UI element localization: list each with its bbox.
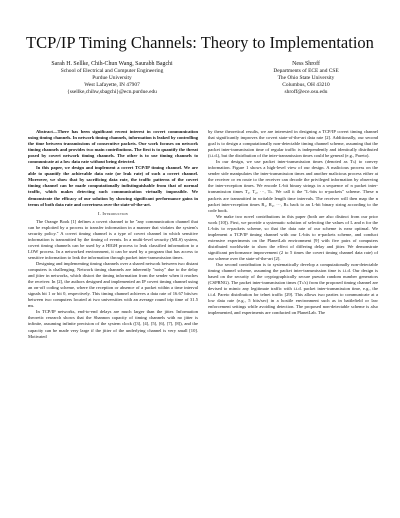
author-university-right: The Ohio State University	[277, 75, 335, 81]
author-city-left: West Lafayette, IN 47907	[84, 82, 140, 88]
left-column	[28, 129, 198, 340]
abstract	[28, 129, 198, 208]
author-university-left: Purdue University	[92, 75, 132, 81]
body-paragraph: Designing and implementing timing channels over a shared network between two distant computers is challenging. Network timing channels are inherently "noisy" due to the delay and jitter in networks, which distort the timing information from the sender when it reaches the receiver. In [2], the authors designed and implemented an IP covert timing channel using an on-off coding scheme, where the reception or absence of a packet within a time interval signals bit 1 or bit 0, respectively. This timing channel achieves a data rate of 16.67 bits/sec between two computers located at two universities with an average round trip time of 31.5 ms.	[28, 260, 198, 309]
body-paragraph: In TCP/IP networks, end-to-end delays are much larger than the jitter. Information theoretic research shows that the Shannon capacity of timing channels with no jitter is infinite, assuming infinite precision of the system clock ([3], [4], [5], [6], [7], [8]), and the capacity can be made very large if the jitter of the underlying channel is very small [10]. Motivated	[28, 309, 198, 339]
author-email-left: {ssellke,chihw,sbagchi}@ecn.purdue.edu	[67, 89, 157, 95]
author-block-left	[28, 61, 196, 96]
abstract-paragraph-2: In this paper, we design and implement a covert TCP/IP timing channel. We are able to quantify the achievable data rate (or leak rate) of such a covert channel. Moreover, we show that by sacrificing data rate, the traffic patterns of the covert timing channel can be made computationally indistinguishable from that of normal traffic, which makes detecting such communication virtually impossible. We demonstrate the efficacy of our solution by showing significant performance gains in terms of both data rate and covertness over the state-of-the-art.	[28, 165, 198, 207]
body-paragraph: We make two novel contributions in this paper (both are also distinct from our prior work [10]). First, we provide a systematic solution of selecting the values of L and n for the L-bits to n-packets scheme, so that the data rate of our scheme is near optimal. We implement a TCP/IP timing channel with our L-bits to n-packets scheme, and conduct extensive experiments on the PlanetLab environment [9] with five pairs of computers distributed worldwide to show the effect of differing delay and jitter. We demonstrate significant performance improvement (2 to 5 times the covert timing channel data rate) of our scheme over the state-of-the-art [2].	[208, 213, 378, 261]
author-dept-right: Departments of ECE and CSE	[273, 68, 339, 74]
author-city-right: Columbus, OH 43210	[282, 82, 330, 88]
author-block-right	[236, 61, 376, 96]
paper-title: TCP/IP Timing Channels: Theory to Implementation	[26, 33, 374, 52]
author-names-right: Ness Shroff	[292, 61, 320, 67]
body-paragraph: Our second contribution is to systematically develop a computationally non-detectable timing channel scheme, assuming the packet inter-transmission time is i.i.d. Our design is based on the security of the cryptographically secure pseudo random number generators (CSPRNG). The packet inter-transmission times (Tₙ's) from the proposed timing channel are devised to mimic any legitimate traffic with i.i.d. packet inter-transmission time, e.g., the i.i.d. Pareto distribution for telnet traffic [29]. This allows two parties to communicate at a low data rate (e.g., 5 bits/sec) in a hostile environment such as in battlefield or law enforcement settings while avoiding detection. The proposed non-detectable scheme is also implemented, and experiments are conducted on PlanetLab. The	[208, 262, 378, 316]
author-email-right: shroff@ece.osu.edu	[284, 89, 328, 95]
body-paragraph: The Orange Book [1] defines a covert channel to be "any communication channel that can be exploited by a process to transfer information in a manner that violates the system's security policy." A covert timing channel is a type of covert channel in which sensitive information is transmitted by the timing of events. In a multi-level security (MLS) system, covert timing channels can be used by a HIGH process to leak classified information to a LOW process. In a networked environment, it can be used by a program that has access to sensitive information to leak the information through packet inter-transmission times.	[28, 218, 198, 260]
section-heading-introduction: I. Introduction	[98, 210, 128, 216]
body-paragraph: In our design, we use packet inter-transmission times (denoted as Tₙ) to convey information. Figure 1 shows a high-level view of our design. A malicious process on the sender side manipulates the inter-transmission times and another malicious process either at the receiver or en route to the receiver can decode the privileged information by observing the inter-reception times. We encode L-bit binary strings in a sequence of n packet inter-transmission times T₁, T₂, ···, Tₙ. We call it the "L-bits to n-packets" scheme. These n packets are transmitted in writable length time intervals. The receiver will then map the n packet inter-reception times R₁, R₂, ···, Rₙ back to an L-bit binary string according to the code book.	[208, 159, 378, 213]
abstract-paragraph-1: Abstract—There has been significant recent interest in covert communication using timing channels. In network timing channels, information is leaked by controlling the time between transmissions of consecutive packets. Our work focuses on network timing channels and provides two main contributions. The first is to quantify the threat posed by covert network timing channels. The other is to use timing channels to communicate at a low data rate without being detected.	[28, 129, 198, 165]
author-names-left: Sarah H. Sellke, Chih-Chun Wang, Saurabh Bagchi	[51, 61, 173, 67]
author-dept-left: School of Electrical and Computer Engineering	[60, 68, 164, 74]
body-paragraph: by these theoretical results, we are interested in designing a TCP/IP covert timing channel that significantly improves the covert state-of-the-art data rate [2]. Additionally, our second goal is to design a computationally non-detectable timing channel scheme, assuming that the packet inter-transmission time of regular traffic is independently and identically distributed (i.i.d.), but the distribution of the inter-transmission times could be general (e.g., Pareto).	[208, 129, 378, 159]
right-column	[208, 129, 378, 316]
